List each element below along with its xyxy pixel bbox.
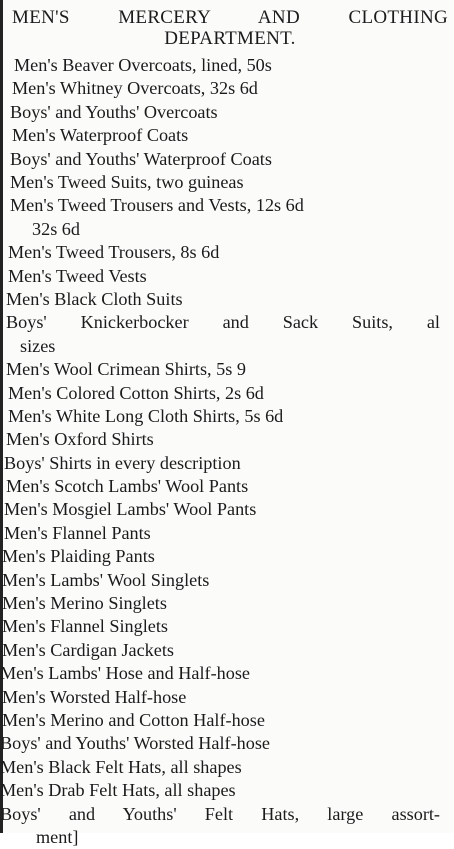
item-text: Men's Black Felt Hats, all shapes (0, 756, 242, 777)
item-text: Men's Flannel Pants (4, 522, 151, 543)
item-text: Men's White Long Cloth Shirts, 5s 6d (8, 405, 284, 426)
list-item (0, 592, 454, 615)
list-item (0, 803, 454, 849)
item-text: Men's Merino Singlets (2, 593, 167, 614)
item-text: Men's Merino and Cotton Half-hose (2, 709, 265, 730)
item-text: Men's Tweed Vests (8, 265, 147, 286)
item-text: Men's Waterproof Coats (12, 125, 189, 146)
list-item (0, 709, 454, 732)
item-text: Men's Drab Felt Hats, all shapes (0, 780, 236, 801)
list-item (0, 54, 454, 77)
item-text: Men's Worsted Half-hose (2, 686, 187, 707)
item-text: Men's Black Cloth Suits (6, 288, 183, 309)
list-item (0, 662, 454, 685)
list-item (0, 498, 454, 521)
list-item (0, 615, 454, 638)
item-continuation: sizes (20, 335, 56, 356)
item-text: Men's Plaiding Pants (2, 546, 155, 567)
item-text: Boys' and Youths' Felt Hats, large assort- (0, 803, 440, 824)
list-item (0, 545, 454, 568)
list-item (0, 288, 454, 311)
list-item (0, 756, 454, 779)
list-item (0, 428, 454, 451)
item-text: Men's Mosgiel Lambs' Wool Pants (4, 499, 257, 520)
item-text: Boys' Knickerbocker and Sack Suits, al (6, 312, 440, 333)
list-item (0, 452, 454, 475)
list-item (0, 148, 454, 171)
item-text: Men's Colored Cotton Shirts, 2s 6d (8, 382, 264, 403)
item-list (0, 54, 454, 849)
item-text: Men's Flannel Singlets (2, 616, 168, 637)
item-text: Men's Beaver Overcoats, lined, 50s (14, 55, 272, 75)
list-item (0, 124, 454, 147)
list-item (0, 569, 454, 592)
list-item (0, 475, 454, 498)
list-item (0, 311, 454, 358)
item-text: Men's Tweed Trousers and Vests, 12s 6d (10, 195, 304, 216)
list-item (0, 358, 454, 381)
list-item (0, 686, 454, 709)
list-item (0, 265, 454, 288)
list-item (0, 77, 454, 100)
heading-line-1: MEN'S MERCERY AND CLOTHING (12, 7, 448, 28)
item-text: Boys' and Youths' Worsted Half-hose (0, 733, 270, 754)
item-text: Men's Cardigan Jackets (2, 639, 174, 660)
list-item (0, 522, 454, 545)
list-item (0, 405, 454, 428)
item-text: Men's Scotch Lambs' Wool Pants (6, 476, 249, 497)
item-text: Men's Oxford Shirts (6, 429, 154, 450)
item-text: Men's Lambs' Hose and Half-hose (0, 663, 251, 684)
item-text: Men's Lambs' Wool Singlets (2, 569, 210, 590)
list-item (0, 732, 454, 755)
item-continuation: 32s 6d (32, 218, 80, 239)
item-text: Men's Tweed Suits, two guineas (10, 171, 244, 192)
list-item (0, 639, 454, 662)
list-item (0, 101, 454, 124)
item-continuation: ment] (36, 826, 79, 847)
list-item (0, 171, 454, 194)
item-text: Men's Whitney Overcoats, 32s 6d (12, 78, 258, 99)
list-item (0, 779, 454, 802)
item-text: Boys' Shirts in every description (4, 452, 241, 473)
list-item (0, 382, 454, 405)
list-item (0, 194, 454, 241)
item-text: Boys' and Youths' Waterproof Coats (10, 148, 272, 169)
list-item (0, 241, 454, 264)
item-text: Boys' and Youths' Overcoats (10, 101, 218, 122)
item-text: Men's Wool Crimean Shirts, 5s 9 (6, 359, 246, 380)
item-text: Men's Tweed Trousers, 8s 6d (8, 242, 220, 263)
heading-line-2: DEPARTMENT. (164, 28, 296, 49)
